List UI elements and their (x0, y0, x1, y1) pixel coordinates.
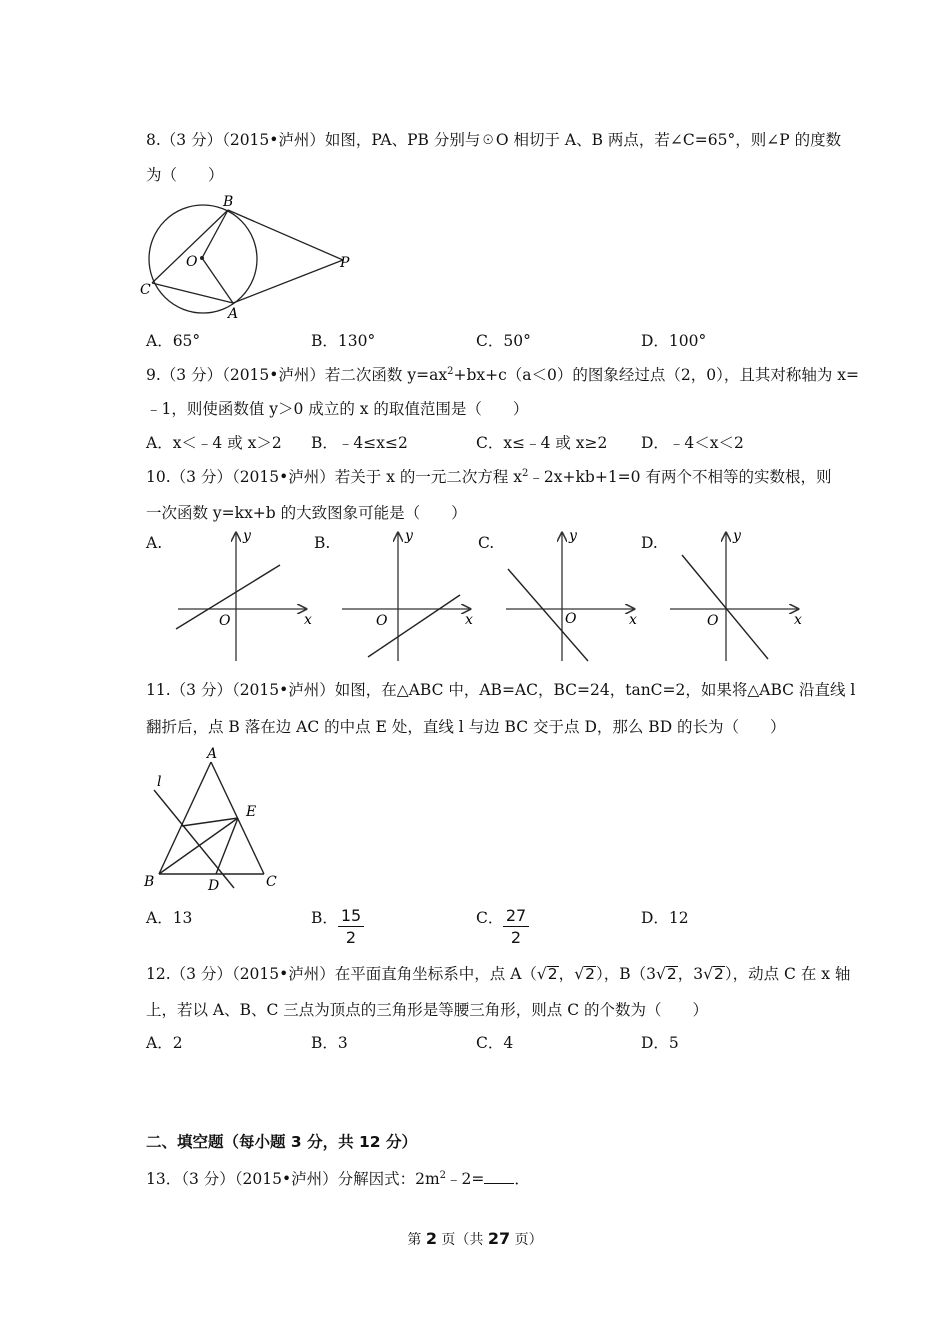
q8-option-a: A．65° (146, 332, 201, 350)
total-page-count: 27 (487, 1229, 511, 1248)
q11-option-a: A．13 (146, 909, 193, 927)
q11-label-e: E (246, 804, 257, 820)
q8-line2: 为（ ） (146, 166, 224, 184)
q11-label-a: A (207, 746, 218, 762)
q11-label-l: l (157, 774, 162, 790)
q8-label-b: B (223, 194, 234, 210)
q12-option-a: A．2 (146, 1034, 183, 1052)
q11-option-b-fraction (338, 906, 364, 947)
q10-line2: 一次函数 y=kx+b 的大致图象可能是（ ） (146, 504, 467, 522)
q11-option-c-fraction (503, 906, 529, 947)
q8-option-b: B．130° (311, 332, 376, 350)
q9-option-a: A．x＜﹣4 或 x＞2 (146, 434, 282, 452)
q12-option-d: D．5 (641, 1034, 679, 1052)
q10-graphs (0, 525, 950, 665)
q13-line: 13．（3 分）（2015•泸州）分解因式：$2m^2﹣2=$ ． (146, 1170, 530, 1188)
q11-option-c-letter: C． (476, 909, 504, 927)
q10-option-a-letter: A. (146, 534, 163, 552)
q10-line1: 10.（3 分）（2015•泸州）若关于 x 的一元二次方程 $x^2﹣2x+kb+1=0$ 有两个不相等的实数根，则 (146, 468, 832, 486)
q10-option-d-letter: D. (641, 534, 658, 552)
q10-option-b-letter: B. (314, 534, 331, 552)
q10-b-o-label: O (376, 613, 388, 629)
q11-option-b-denominator: 2 (345, 928, 357, 947)
q8-option-c: C．50° (476, 332, 531, 350)
q11-label-b: B (144, 874, 155, 890)
q10-c-x-label: x (629, 612, 637, 628)
q10-a-y-label: y (243, 528, 251, 544)
q9-option-b: B．﹣4≤x≤2 (311, 434, 408, 452)
q10-b-x-label: x (465, 612, 473, 628)
q10-c-o-label: O (565, 611, 577, 627)
q10-d-x-label: x (794, 612, 802, 628)
q9-option-c: C．x≤﹣4 或 x≥2 (476, 434, 608, 452)
q12-option-b: B．3 (311, 1034, 348, 1052)
q8-label-c: C (140, 282, 151, 298)
q8-label-p: P (340, 255, 350, 271)
q11-label-c: C (266, 874, 277, 890)
q11-option-b-numerator: 15 (338, 906, 364, 927)
q12-line1: 12.（3 分）（2015•泸州）在平面直角坐标系中，点 A（√2，√2），B（3√2，3√2），动点 C 在 x 轴 (146, 965, 851, 983)
q10-b-y-label: y (405, 528, 413, 544)
q10-d-o-label: O (707, 613, 719, 629)
q11-line2: 翻折后，点 B 落在边 AC 的中点 E 处，直线 l 与边 BC 交于点 D，那么 BD 的长为（ ） (146, 718, 786, 736)
q8-label-a: A (228, 306, 239, 322)
section-title-fill-in: 二、填空题（每小题 3 分，共 12 分） (146, 1133, 417, 1151)
q10-a-o-label: O (219, 613, 231, 629)
q11-option-c-numerator: 27 (503, 906, 529, 927)
q10-graph-c (506, 528, 637, 661)
q12-line2: 上，若以 A、B、C 三点为顶点的三角形是等腰三角形，则点 C 的个数为（ ） (146, 1001, 709, 1019)
q8-line1: 8.（3 分）（2015•泸州）如图，PA、PB 分别与☉O 相切于 A、B 两点，若∠C=65°，则∠P 的度数 (146, 131, 842, 149)
q10-c-y-label: y (569, 528, 577, 544)
q9-line1: 9.（3 分）（2015•泸州）若二次函数 $y=ax^2+bx+c(a<0)$的图象经过点（2，0），且其对称轴为 x= (146, 366, 860, 384)
q9-option-d: D．﹣4＜x＜2 (641, 434, 744, 452)
q10-graph-b (342, 528, 473, 661)
q11-figure (140, 742, 290, 892)
q12-option-c: C．4 (476, 1034, 514, 1052)
q11-line1: 11.（3 分）（2015•泸州）如图，在△ABC 中，AB=AC，BC=24，tanC=2，如果将△ABC 沿直线 l (146, 681, 856, 699)
q10-line-d (682, 555, 768, 659)
q8-figure (140, 190, 370, 325)
q10-a-x-label: x (304, 612, 312, 628)
q11-option-b-letter: B． (311, 909, 338, 927)
q10-graph-d (670, 528, 802, 661)
q8-label-o: O (186, 254, 198, 270)
page-footer: 第 2 页（共 27 页） (407, 1229, 543, 1248)
q10-d-y-label: y (733, 528, 741, 544)
q10-graph-a (176, 528, 312, 661)
q8-option-d: D．100° (641, 332, 707, 350)
q9-line2: ﹣1，则使函数值 y＞0 成立的 x 的取值范围是（ ） (146, 400, 529, 418)
q11-option-d: D．12 (641, 909, 689, 927)
current-page-number: 2 (425, 1229, 437, 1248)
q13-answer-blank[interactable] (484, 1169, 514, 1184)
q11-label-d: D (208, 878, 220, 892)
q11-option-c-denominator: 2 (510, 928, 522, 947)
q10-option-c-letter: C. (478, 534, 495, 552)
